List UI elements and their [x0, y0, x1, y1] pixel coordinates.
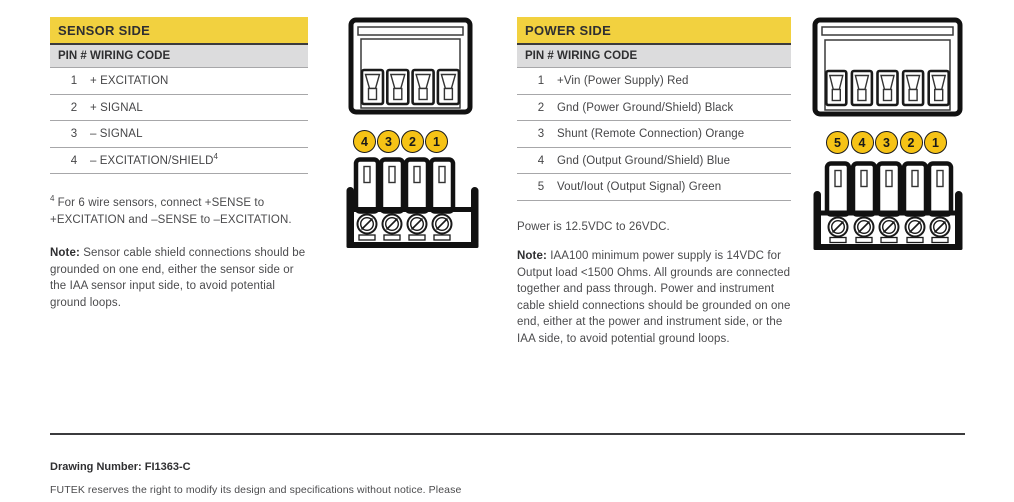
wiring-code: Gnd (Power Ground/Shield) Black [557, 101, 734, 114]
pin-number: 2 [70, 101, 78, 114]
power-table-column-header [517, 45, 791, 68]
wiring-code: Shunt (Remote Connection) Orange [557, 128, 745, 140]
pin-number-badge: 1 [425, 130, 448, 153]
table-row [50, 68, 308, 95]
table-row [517, 148, 791, 175]
sensor-connector-diagram [345, 17, 480, 249]
pin-number-badge: 3 [875, 131, 898, 154]
sensor-footnote: $^4$ For 6 wire sensors, connect +SENSE to +EXCITATION and –SENSE to –EXCITATION. [50, 194, 292, 226]
wiring-code: + SIGNAL [90, 101, 143, 114]
footer-divider [50, 433, 965, 435]
pin-number: 3 [537, 128, 545, 140]
wiring-code-column-header: WIRING CODE [557, 50, 638, 62]
pin-number: 5 [537, 181, 545, 193]
pin-number-badge: 5 [826, 131, 849, 154]
pin-number: 4 [70, 154, 78, 167]
sensor-side-section [50, 17, 308, 311]
footnote-marker: 4 [213, 151, 219, 161]
footer-disclaimer: FUTEK reserves the right to modify its design and specifications without notice. Please [50, 484, 462, 496]
sensor-table-title: SENSOR SIDE [50, 17, 308, 45]
sensor-pin-numbers [345, 130, 480, 153]
table-row [50, 121, 308, 148]
pin-number-badge: 4 [851, 131, 874, 154]
table-row [50, 148, 308, 175]
power-range-text: Power is 12.5VDC to 26VDC. [517, 220, 670, 233]
drawing-number: Drawing Number: FI1363-C [50, 461, 191, 473]
pin-column-header: PIN # [58, 50, 87, 62]
pin-number-badge: 3 [377, 130, 400, 153]
pin-number-badge: 4 [353, 130, 376, 153]
pin-number: 4 [537, 154, 545, 167]
power-side-table [517, 17, 791, 201]
table-row [517, 174, 791, 201]
pin-number-badge: 2 [401, 130, 424, 153]
power-plug-illustration [812, 161, 964, 251]
sensor-note: Note: Sensor cable shield connections should be grounded on one end, either the sensor side or the IAA sensor input side, to avoid potential ground loops. [50, 247, 306, 309]
power-pin-numbers [812, 131, 965, 154]
sensor-socket-illustration [348, 17, 473, 115]
table-row [517, 68, 791, 95]
sensor-plug-illustration [345, 157, 480, 249]
pin-number-badge: 1 [924, 131, 947, 154]
wiring-code-column-header: WIRING CODE [90, 50, 171, 62]
table-row [50, 95, 308, 122]
note-label: Note: [50, 247, 80, 259]
power-side-section [517, 17, 791, 347]
pin-column-header: PIN # [525, 50, 554, 62]
wiring-code: + EXCITATION [90, 75, 169, 87]
sensor-table-column-header [50, 45, 308, 68]
power-socket-illustration [812, 17, 963, 117]
pin-number: 1 [537, 75, 545, 87]
note-label: Note: [517, 250, 547, 262]
wiring-code: – EXCITATION/SHIELD$^4$ [90, 151, 219, 167]
wiring-code: – SIGNAL [90, 128, 143, 140]
power-note: Note: IAA100 minimum power supply is 14VDC for Output load <1500 Ohms. All grounds are connected together and pass through. Power and instrument cable shield connections should be grounded on one end, either at the power and instrument side, or the IAA side, to avoid potential ground loops. [517, 250, 791, 345]
pin-number: 1 [70, 75, 78, 87]
table-row [517, 95, 791, 122]
wiring-code: Gnd (Output Ground/Shield) Blue [557, 154, 731, 167]
wiring-code: +Vin (Power Supply) Red [557, 75, 689, 87]
table-row [517, 121, 791, 148]
pin-number-badge: 2 [900, 131, 923, 154]
wiring-code: Vout/Iout (Output Signal) Green [557, 181, 722, 193]
pin-number: 3 [70, 128, 78, 140]
pin-number: 2 [537, 101, 545, 114]
power-table-title: POWER SIDE [517, 17, 791, 45]
footnote-marker: 4 [50, 194, 55, 204]
power-connector-diagram [812, 17, 965, 251]
sensor-side-table [50, 17, 308, 174]
